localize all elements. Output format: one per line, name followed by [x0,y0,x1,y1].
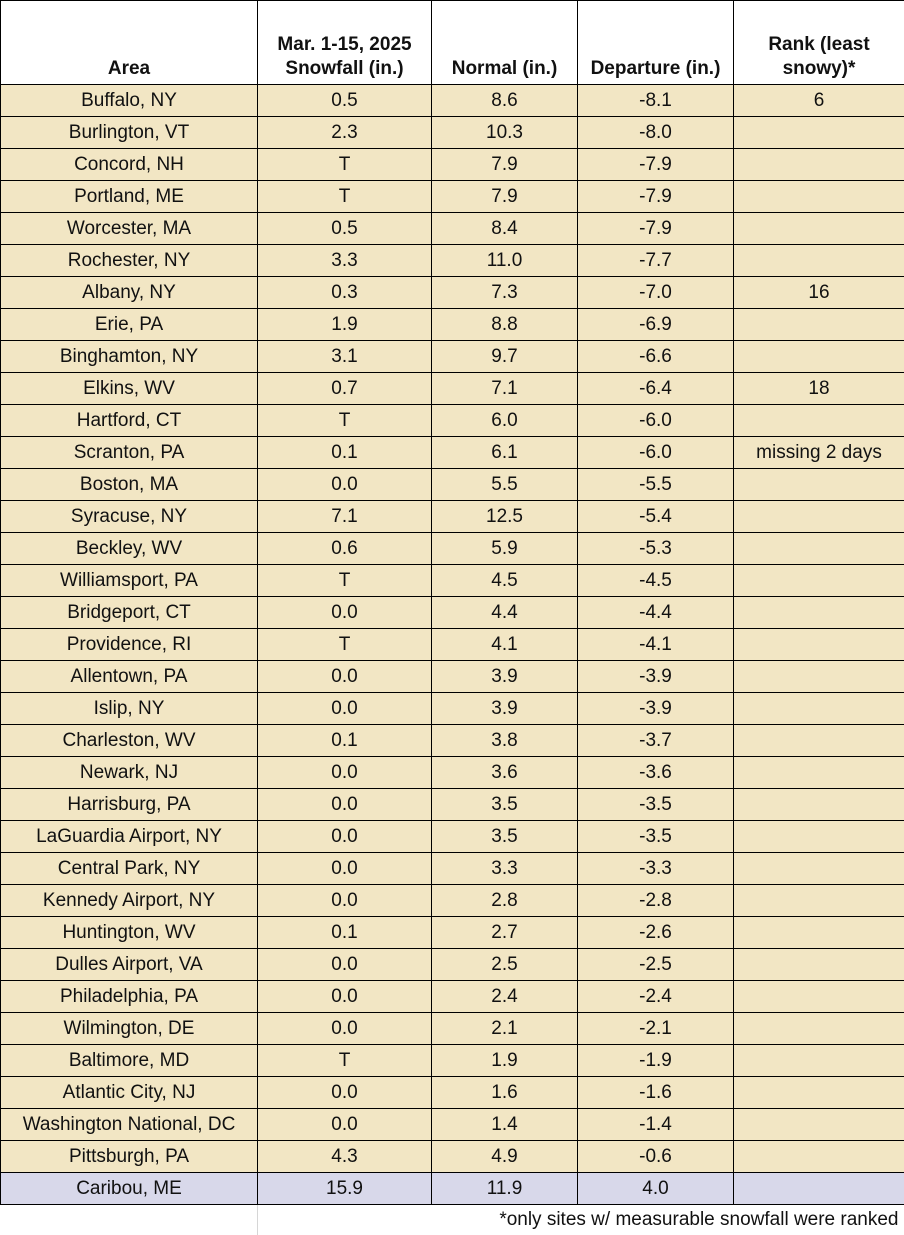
cell-departure: 4.0 [578,1173,734,1205]
cell-area: Portland, ME [1,181,258,213]
cell-normal: 1.4 [432,1109,578,1141]
cell-snowfall: 2.3 [258,117,432,149]
cell-normal: 1.6 [432,1077,578,1109]
cell-rank [734,629,904,661]
cell-departure: -2.1 [578,1013,734,1045]
cell-area: Newark, NJ [1,757,258,789]
cell-snowfall: 0.7 [258,373,432,405]
cell-departure: -5.3 [578,533,734,565]
cell-snowfall: 0.0 [258,821,432,853]
cell-snowfall: 0.0 [258,853,432,885]
cell-departure: -7.9 [578,181,734,213]
table-row [1,1045,904,1077]
cell-normal: 3.5 [432,821,578,853]
cell-normal: 7.9 [432,149,578,181]
cell-area: Syracuse, NY [1,501,258,533]
table-row-highlight [1,1173,904,1205]
cell-area: Boston, MA [1,469,258,501]
table-row [1,885,904,917]
cell-departure: -3.5 [578,789,734,821]
cell-departure: -7.7 [578,245,734,277]
cell-rank [734,181,904,213]
table-row [1,117,904,149]
cell-area: Huntington, WV [1,917,258,949]
header-snowfall: Mar. 1-15, 2025 Snowfall (in.) [258,1,432,85]
cell-rank [734,533,904,565]
cell-rank [734,1141,904,1173]
cell-departure: -3.6 [578,757,734,789]
cell-rank [734,1077,904,1109]
cell-rank: 18 [734,373,904,405]
table-row [1,757,904,789]
cell-normal: 12.5 [432,501,578,533]
cell-normal: 6.0 [432,405,578,437]
cell-departure: -3.9 [578,661,734,693]
cell-rank [734,1013,904,1045]
table-row [1,309,904,341]
cell-rank [734,661,904,693]
cell-normal: 4.4 [432,597,578,629]
cell-rank [734,885,904,917]
table-row [1,693,904,725]
cell-snowfall: 3.1 [258,341,432,373]
cell-departure: -7.9 [578,213,734,245]
cell-snowfall: 3.3 [258,245,432,277]
cell-area: Charleston, WV [1,725,258,757]
table-body [1,85,904,1235]
cell-rank [734,149,904,181]
cell-area: Baltimore, MD [1,1045,258,1077]
cell-normal: 4.1 [432,629,578,661]
cell-rank [734,469,904,501]
cell-departure: -3.7 [578,725,734,757]
cell-rank [734,1045,904,1077]
table-row [1,821,904,853]
cell-departure: -6.9 [578,309,734,341]
table-row [1,405,904,437]
cell-area: Hartford, CT [1,405,258,437]
cell-area: Scranton, PA [1,437,258,469]
table-row [1,373,904,405]
cell-departure: -6.0 [578,405,734,437]
cell-departure: -2.6 [578,917,734,949]
cell-area: Erie, PA [1,309,258,341]
cell-area: Concord, NH [1,149,258,181]
cell-snowfall: 0.0 [258,981,432,1013]
cell-normal: 7.1 [432,373,578,405]
table-row [1,277,904,309]
cell-rank [734,597,904,629]
cell-snowfall: 7.1 [258,501,432,533]
cell-normal: 5.9 [432,533,578,565]
cell-area: Rochester, NY [1,245,258,277]
footnote-spacer [1,1205,258,1235]
table-row [1,469,904,501]
table-row [1,725,904,757]
cell-rank [734,245,904,277]
cell-departure: -0.6 [578,1141,734,1173]
table-row [1,789,904,821]
cell-departure: -8.0 [578,117,734,149]
cell-area: Elkins, WV [1,373,258,405]
cell-area: Burlington, VT [1,117,258,149]
cell-departure: -4.4 [578,597,734,629]
cell-rank [734,789,904,821]
cell-rank [734,821,904,853]
cell-departure: -5.4 [578,501,734,533]
cell-normal: 6.1 [432,437,578,469]
cell-departure: -2.5 [578,949,734,981]
cell-rank [734,917,904,949]
table-row [1,213,904,245]
cell-departure: -2.8 [578,885,734,917]
cell-rank [734,949,904,981]
header-departure: Departure (in.) [578,1,734,85]
cell-rank [734,757,904,789]
table-row [1,1013,904,1045]
header-row [1,1,904,85]
table-row [1,597,904,629]
cell-normal: 2.7 [432,917,578,949]
cell-area: Atlantic City, NJ [1,1077,258,1109]
cell-rank [734,565,904,597]
cell-normal: 3.5 [432,789,578,821]
footnote: *only sites w/ measurable snowfall were ranked [258,1205,904,1235]
cell-normal: 3.9 [432,693,578,725]
cell-normal: 2.8 [432,885,578,917]
table-row [1,917,904,949]
cell-snowfall: 1.9 [258,309,432,341]
table-row [1,533,904,565]
cell-normal: 3.9 [432,661,578,693]
cell-snowfall: 0.1 [258,437,432,469]
cell-snowfall: 0.0 [258,1077,432,1109]
cell-rank [734,853,904,885]
cell-departure: -2.4 [578,981,734,1013]
table-row [1,949,904,981]
table-row [1,565,904,597]
cell-area: Wilmington, DE [1,1013,258,1045]
footnote-row [1,1205,904,1235]
cell-snowfall: 0.5 [258,85,432,117]
cell-normal: 3.8 [432,725,578,757]
cell-snowfall: 4.3 [258,1141,432,1173]
cell-normal: 4.5 [432,565,578,597]
cell-snowfall: 0.0 [258,949,432,981]
cell-area: Dulles Airport, VA [1,949,258,981]
cell-snowfall: 0.6 [258,533,432,565]
cell-departure: -3.3 [578,853,734,885]
cell-snowfall: T [258,1045,432,1077]
cell-normal: 4.9 [432,1141,578,1173]
cell-snowfall: 0.1 [258,725,432,757]
cell-normal: 10.3 [432,117,578,149]
cell-rank [734,341,904,373]
table-row [1,501,904,533]
table-row [1,853,904,885]
cell-rank: missing 2 days [734,437,904,469]
cell-normal: 1.9 [432,1045,578,1077]
cell-snowfall: T [258,149,432,181]
cell-rank [734,213,904,245]
table-row [1,341,904,373]
cell-area: Islip, NY [1,693,258,725]
cell-normal: 2.4 [432,981,578,1013]
table-row [1,149,904,181]
cell-normal: 3.6 [432,757,578,789]
table-row [1,181,904,213]
cell-area: Beckley, WV [1,533,258,565]
cell-area: Philadelphia, PA [1,981,258,1013]
cell-departure: -3.9 [578,693,734,725]
cell-area: Williamsport, PA [1,565,258,597]
table-row [1,661,904,693]
cell-area: Allentown, PA [1,661,258,693]
cell-departure: -6.0 [578,437,734,469]
cell-area: Harrisburg, PA [1,789,258,821]
cell-snowfall: 0.0 [258,1013,432,1045]
cell-normal: 8.6 [432,85,578,117]
cell-normal: 5.5 [432,469,578,501]
cell-area: Caribou, ME [1,1173,258,1205]
cell-departure: -6.4 [578,373,734,405]
cell-area: Bridgeport, CT [1,597,258,629]
cell-snowfall: 0.0 [258,789,432,821]
cell-snowfall: T [258,405,432,437]
cell-departure: -4.1 [578,629,734,661]
header-rank: Rank (least snowy)* [734,1,904,85]
table-row [1,437,904,469]
cell-snowfall: 0.0 [258,693,432,725]
cell-departure: -6.6 [578,341,734,373]
cell-rank [734,1173,904,1205]
cell-normal: 8.8 [432,309,578,341]
cell-snowfall: 0.0 [258,757,432,789]
cell-normal: 8.4 [432,213,578,245]
cell-snowfall: 0.0 [258,1109,432,1141]
table-row [1,85,904,117]
cell-area: Washington National, DC [1,1109,258,1141]
cell-area: Worcester, MA [1,213,258,245]
cell-area: Providence, RI [1,629,258,661]
cell-area: Albany, NY [1,277,258,309]
cell-rank: 16 [734,277,904,309]
header-area: Area [1,1,258,85]
cell-departure: -5.5 [578,469,734,501]
cell-snowfall: T [258,629,432,661]
cell-area: Buffalo, NY [1,85,258,117]
cell-snowfall: 15.9 [258,1173,432,1205]
cell-area: Kennedy Airport, NY [1,885,258,917]
cell-rank [734,117,904,149]
cell-snowfall: 0.0 [258,469,432,501]
table-row [1,1109,904,1141]
cell-departure: -1.6 [578,1077,734,1109]
table-row [1,981,904,1013]
cell-snowfall: 0.0 [258,661,432,693]
cell-area: LaGuardia Airport, NY [1,821,258,853]
cell-departure: -1.4 [578,1109,734,1141]
table-row [1,1141,904,1173]
cell-normal: 9.7 [432,341,578,373]
cell-normal: 7.3 [432,277,578,309]
cell-snowfall: 0.1 [258,917,432,949]
cell-snowfall: 0.0 [258,597,432,629]
cell-area: Binghamton, NY [1,341,258,373]
cell-rank [734,309,904,341]
cell-normal: 11.0 [432,245,578,277]
cell-departure: -3.5 [578,821,734,853]
cell-departure: -1.9 [578,1045,734,1077]
cell-rank: 6 [734,85,904,117]
cell-normal: 11.9 [432,1173,578,1205]
cell-snowfall: 0.5 [258,213,432,245]
cell-normal: 2.5 [432,949,578,981]
cell-rank [734,981,904,1013]
cell-snowfall: 0.0 [258,885,432,917]
cell-rank [734,1109,904,1141]
cell-rank [734,725,904,757]
cell-snowfall: 0.3 [258,277,432,309]
cell-normal: 3.3 [432,853,578,885]
table-row [1,1077,904,1109]
cell-area: Central Park, NY [1,853,258,885]
cell-rank [734,501,904,533]
header-normal: Normal (in.) [432,1,578,85]
cell-snowfall: T [258,565,432,597]
cell-departure: -4.5 [578,565,734,597]
cell-rank [734,693,904,725]
table-row [1,629,904,661]
cell-departure: -7.9 [578,149,734,181]
cell-snowfall: T [258,181,432,213]
cell-departure: -7.0 [578,277,734,309]
cell-rank [734,405,904,437]
table-row [1,245,904,277]
cell-departure: -8.1 [578,85,734,117]
cell-area: Pittsburgh, PA [1,1141,258,1173]
cell-normal: 2.1 [432,1013,578,1045]
cell-normal: 7.9 [432,181,578,213]
